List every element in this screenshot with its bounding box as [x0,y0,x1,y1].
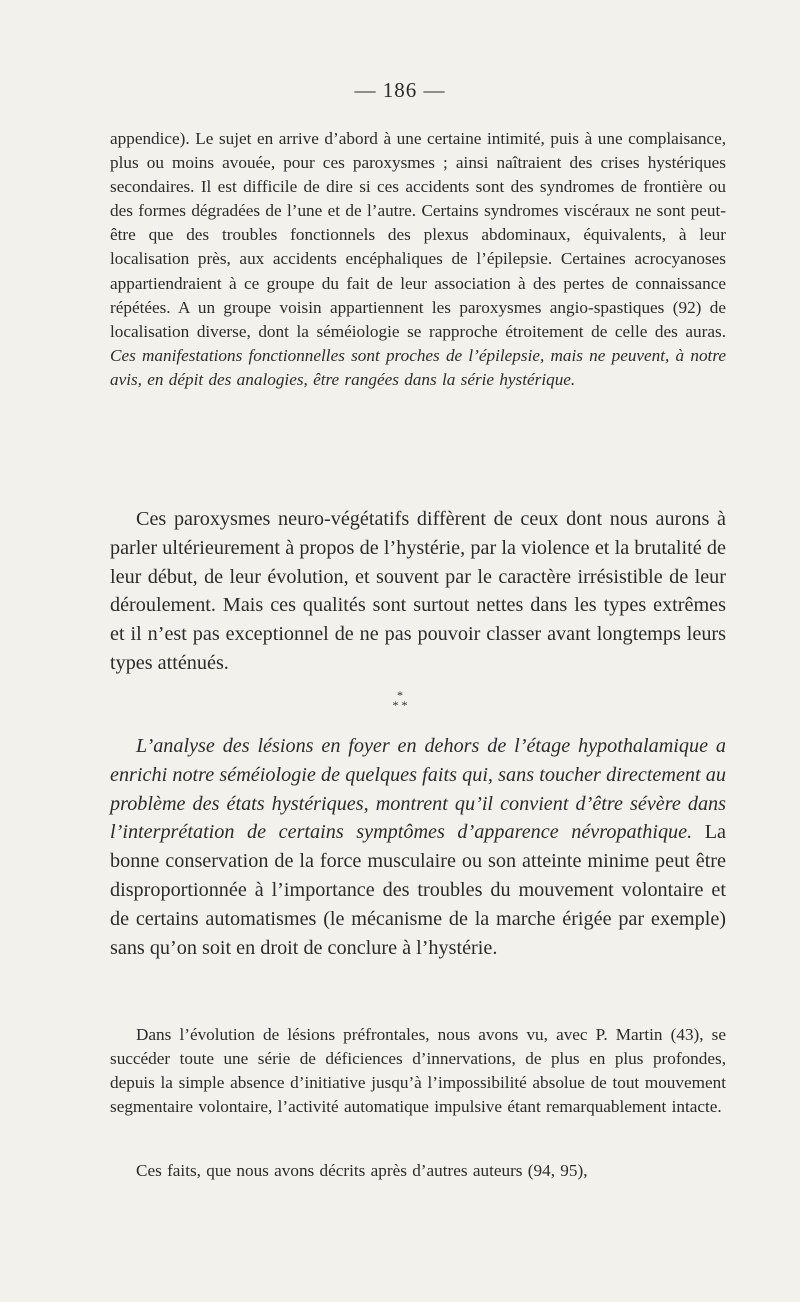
paragraph-3-roman: La bonne conservation de la force musculaire ou son atteinte minime peut être disproportionnée à l’importance des troubles du mouvement volontaire et de certains automatismes (le mécanisme de la marche érigée par exemple) sans qu’on soit en droit de conclure à l’hystérie. [110,821,726,959]
paragraph-1 [110,127,726,392]
page-number: — 186 — [354,78,446,102]
paragraph-1-italic: Ces manifestations fonctionnelles sont proches de l’épilepsie, mais ne peuvent, à notre avis, en dépit des analogies, être rangées dans la série hystérique. [110,345,726,389]
paragraph-5 [110,1159,726,1183]
paragraph-1-text [110,127,726,392]
paragraph-2-text: Ces paroxysmes neuro-végétatifs diffèrent de ceux dont nous aurons à parler ultérieurement à propos de l’hystérie, par la violence et la brutalité de leur début, de leur évolution, et souvent par le caractère irrésistible de leur déroulement. Mais ces qualités sont surtout nettes dans les types extrêmes et il n’est pas exceptionnel de ne pas pouvoir classer avant longtemps leurs types atténués. [110,508,726,674]
paragraph-3 [110,732,726,962]
section-separator [0,690,800,710]
separator-star-top: * [397,688,403,702]
paragraph-4-text: Dans l’évolution de lésions préfrontales, nous avons vu, avec P. Martin (43), se succéder toute une série de déficiences d’innervations, de plus en plus profondes, depuis la simple absence d’initiative jusqu’à l’impossibilité absolue de tout mouvement segmentaire volontaire, l’activité automatique impulsive étant remarquablement intacte. [110,1025,726,1117]
paragraph-4 [110,1023,726,1119]
separator-star-bottom: * * [392,698,408,712]
paragraph-1-roman: appendice). Le sujet en arrive d’abord à une certaine intimité, puis à une complaisance, plus ou moins avouée, pour ces paroxysmes ; ainsi naîtraient des crises hystériques secondaires. Il est difficile de dire si ces accidents sont des syndromes de frontière ou des formes dégradées de l’une et de l’autre. Certains syndromes viscéraux ne sont peut-être que des troubles fonctionnels des plexus abdominaux, équivalents, à leur localisation près, aux accidents encéphaliques de l’épilepsie. Certaines acrocyanoses appartiendraient à ce groupe du fait de leur association à des pertes de connaissance répétées. A un groupe voisin appartiennent les paroxysmes angio-spastiques (92) de localisation diverse, dont la séméiologie se rapproche étroitement de celle des auras. [110,129,726,341]
paragraph-2 [110,505,726,678]
paragraph-3-text [110,732,726,962]
paragraph-5-text: Ces faits, que nous avons décrits après d’autres auteurs (94, 95), [136,1161,588,1180]
paragraph-3-italic: L’analyse des lésions en foyer en dehors de l’étage hypothalamique a enrichi notre séméiologie de quelques faits qui, sans toucher directement au problème des états hystériques, montrent qu’il convient d’être sévère dans l’interprétation de certains symptômes d’apparence névropathique. [110,735,726,844]
